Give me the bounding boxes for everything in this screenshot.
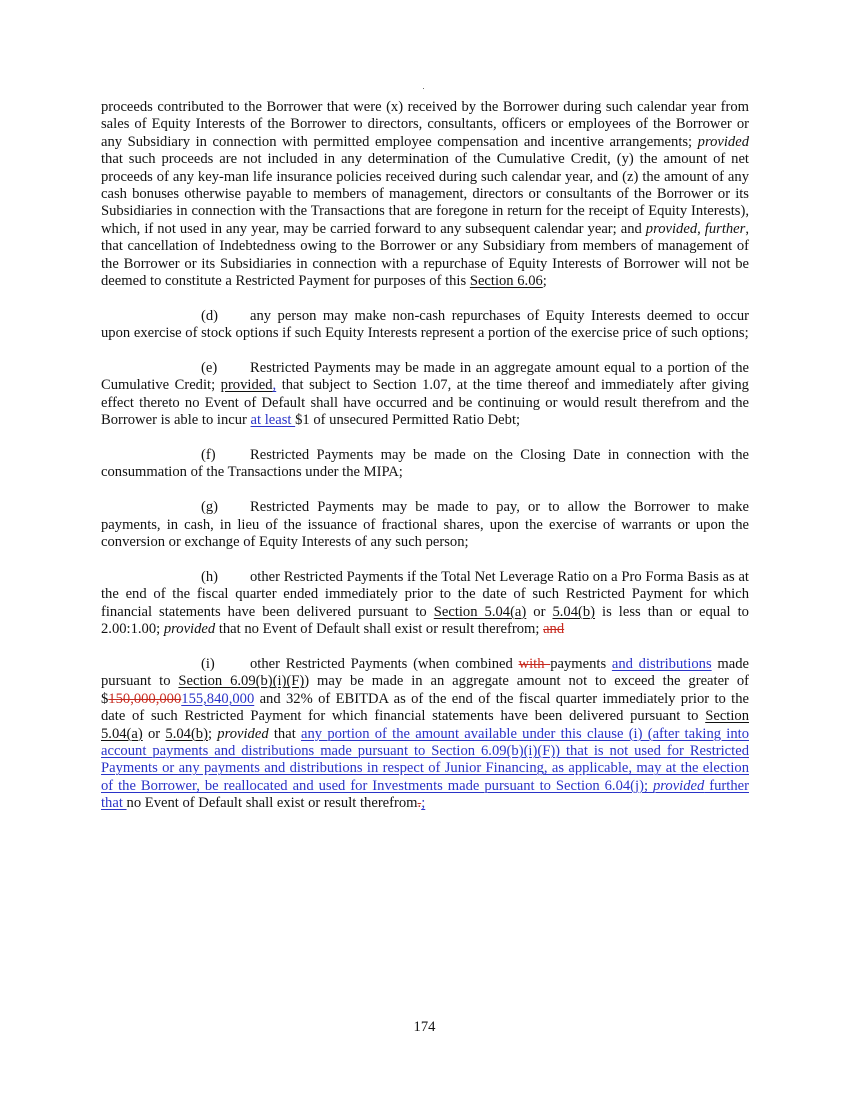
- paragraph-d: [101, 308, 749, 343]
- text-run: no Event of Default shall exist or result therefrom: [126, 795, 418, 812]
- text-run: Restricted Payments may be made on the Closing Date in connection with the consummation of the Transactions under the MIPA;: [101, 447, 749, 481]
- text-run: other Restricted Payments if the Total Net Leverage Ratio on a Pro Forma Basis as at the end of the fiscal quarter ended immediately prior to the date of such Restricted Payment for which financial statements have been delivered pursuant to: [101, 568, 749, 620]
- text-run: that no Event of Default shall exist or result therefrom;: [215, 621, 544, 638]
- text-run: that subject to Section 1.07, at the time thereof and immediately after giving effect thereto no Event of Default shall have occurred and be continuing or would result therefrom and the Borrower is able to incur: [101, 377, 749, 429]
- paragraph-c-continued: [101, 99, 749, 290]
- italic-provided: provided: [645, 220, 698, 237]
- section-reference-6-09: Section 6.09(b)(i)(F): [178, 673, 305, 690]
- deleted-text: with: [518, 655, 551, 672]
- inserted-text: further that: [101, 777, 749, 812]
- text-run: that: [268, 725, 302, 742]
- text-run: and 32% of EBITDA as of the end of the fiscal quarter immediately prior to the date of such Restricted Payment for which financial statements have been delivered pursuant to: [101, 690, 749, 725]
- page-number: 174: [413, 1019, 436, 1035]
- section-reference-5-04b: 5.04(b): [165, 725, 208, 742]
- text-run: Restricted Payments may be made in an aggregate amount equal to a portion of the Cumulative Credit;: [101, 360, 749, 394]
- deleted-text: .: [417, 795, 422, 812]
- section-reference-5-04b: 5.04(b): [552, 603, 596, 620]
- section-reference-5-04a: Section 5.04(a): [101, 708, 749, 742]
- clause-label-i: (i): [201, 655, 215, 672]
- inserted-text: ;: [421, 795, 426, 812]
- clause-label-d: (d): [201, 307, 219, 324]
- text-run: ,: [697, 220, 705, 237]
- text-run: proceeds contributed to the Borrower that were (x) received by the Borrower during such calendar year from sales of Equity Interests of the Borrower to directors, consultants, officers or employees of the Borrower or any Subsidiary in connection with permitted employee compensation and incentive arrangements;: [101, 99, 749, 150]
- italic-provided: provided: [163, 621, 216, 638]
- scan-dot: [423, 88, 424, 89]
- paragraph-h: [101, 569, 749, 639]
- text-run: is less than or equal to 2.00:1.00;: [101, 603, 749, 638]
- text-run: Restricted Payments may be made to pay, or to allow the Borrower to make payments, in cash, in lieu of the issuance of fractional shares, upon the exercise of warrants or upon the conversion or exchange of Equity Interests of any such person;: [101, 499, 749, 551]
- inserted-amount: 155,840,000: [181, 690, 255, 707]
- inserted-text: ,: [272, 377, 277, 394]
- paragraph-g: [101, 499, 749, 551]
- text-run: ) may be made in an aggregate amount not to exceed the greater of $: [101, 673, 749, 707]
- text-run: made pursuant to: [101, 655, 749, 690]
- text-run: ;: [542, 273, 547, 290]
- paragraph-f: [101, 447, 749, 482]
- text-run: $1 of unsecured Permitted Ratio Debt;: [295, 412, 521, 429]
- text-run: that such proceeds are not included in any determination of the Cumulative Credit, (y) the amount of net proceeds of any key-man life insurance policies received during such calendar year, and (z) the amount of any cash bonuses otherwise payable to members of management, directors or consultants of the Borrower or its Subsidiaries in connection with the Transactions that are foregone in return for the receipt of Equity Interests), which, if not used in any year, may be carried forward to any subsequent calendar year; and: [101, 151, 749, 237]
- inserted-text: any portion of the amount available under this clause (i) (after taking into account payments and distributions made pursuant to Section 6.09(b)(i)(F)) that is not used for Restricted Payments or any payments and distributions in respect of Junior Financing, as applicable, may at the election of the Borrower, be reallocated and used for Investments made pursuant to Section 6.04(j);: [101, 725, 749, 794]
- text-run: or: [142, 725, 166, 742]
- paragraph-i: [101, 656, 749, 813]
- section-reference-6-06: Section 6.06: [469, 273, 543, 290]
- clause-label-h: (h): [201, 568, 219, 585]
- italic-provided: provided: [697, 133, 749, 150]
- deleted-amount: 150,000,000: [108, 690, 182, 707]
- document-page: [101, 99, 749, 830]
- deleted-text: and: [543, 621, 565, 638]
- clause-label-f: (f): [201, 447, 216, 464]
- inserted-italic-provided: provided: [652, 777, 705, 794]
- text-run: any person may make non-cash repurchases of Equity Interests deemed to occur upon exercise of stock options if such Equity Interests represent a portion of the exercise price of such options;: [101, 307, 749, 342]
- text-run: or: [526, 603, 553, 620]
- inserted-text: at least: [250, 412, 296, 429]
- text-run: payments: [550, 655, 612, 672]
- clause-label-g: (g): [201, 499, 219, 516]
- inserted-text: and distributions: [611, 655, 712, 672]
- text-run: , that cancellation of Indebtedness owing to the Borrower or any Subsidiary from members of management of the Borrower or its Subsidiaries in connection with a repurchase of Equity Interests of Borrower will not be deemed to constitute a Restricted Payment for purposes of this: [101, 220, 749, 290]
- text-run: other Restricted Payments (when combined: [250, 655, 519, 672]
- section-reference-5-04a: Section 5.04(a): [433, 603, 527, 620]
- paragraph-e: [101, 360, 749, 430]
- clause-label-e: (e): [201, 360, 218, 377]
- text-run: ;: [207, 725, 218, 742]
- underlined-provided: provided: [220, 377, 273, 394]
- italic-provided: provided: [217, 725, 269, 742]
- italic-further: further: [704, 220, 746, 237]
